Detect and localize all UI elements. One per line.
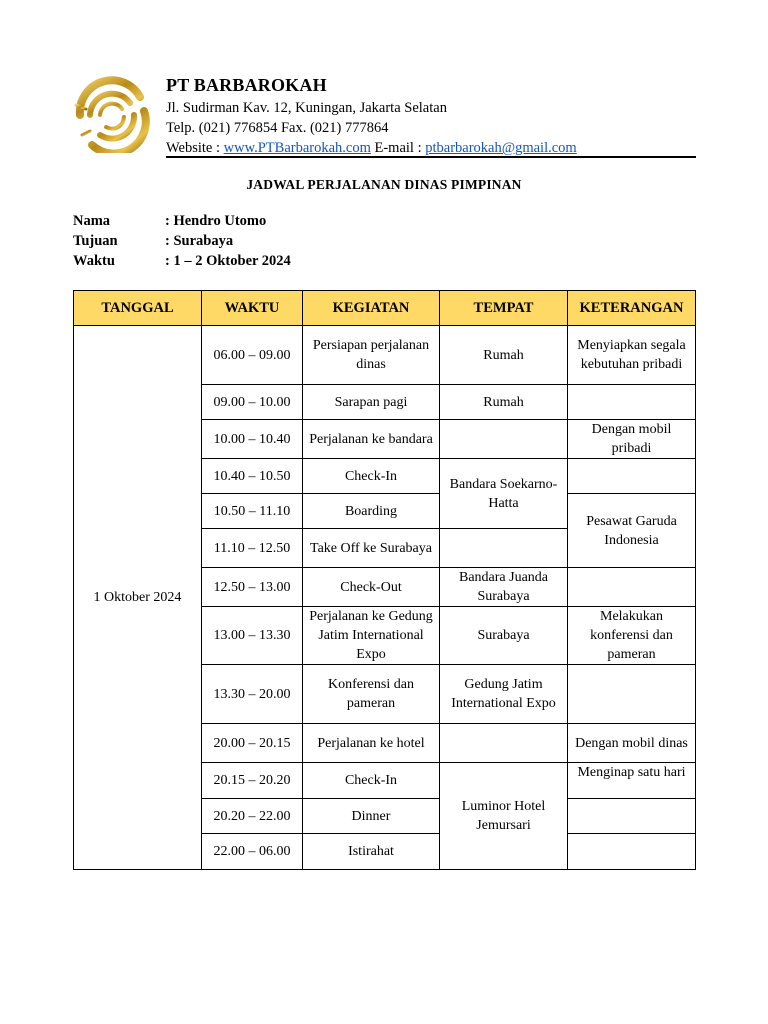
cell-kegiatan: Konferensi dan pameran bbox=[303, 665, 440, 724]
cell-keterangan bbox=[568, 799, 696, 834]
cell-kegiatan: Boarding bbox=[303, 494, 440, 529]
cell-kegiatan: Check-In bbox=[303, 459, 440, 494]
cell-keterangan bbox=[568, 665, 696, 724]
company-phone-fax: Telp. (021) 776854 Fax. (021) 777864 bbox=[166, 120, 389, 136]
document-title: JADWAL PERJALANAN DINAS PIMPINAN bbox=[246, 177, 522, 192]
cell-kegiatan: Check-In bbox=[303, 763, 440, 799]
header-keterangan: KETERANGAN bbox=[568, 291, 696, 326]
header-waktu: WAKTU bbox=[202, 291, 303, 326]
company-address: Jl. Sudirman Kav. 12, Kuningan, Jakarta Selatan bbox=[166, 100, 447, 116]
website-label: Website : bbox=[166, 140, 224, 156]
cell-waktu: 12.50 – 13.00 bbox=[202, 568, 303, 607]
letterhead-divider bbox=[166, 156, 696, 158]
company-name: PT BARBAROKAH bbox=[166, 75, 327, 95]
gold-ring-logo-icon bbox=[70, 75, 154, 153]
cell-keterangan: Dengan mobil pribadi bbox=[568, 420, 696, 459]
cell-keterangan bbox=[568, 834, 696, 870]
schedule-table bbox=[73, 290, 696, 870]
cell-keterangan bbox=[568, 459, 696, 494]
cell-kegiatan: Check-Out bbox=[303, 568, 440, 607]
cell-waktu: 20.15 – 20.20 bbox=[202, 763, 303, 799]
cell-tempat: Gedung Jatim International Expo bbox=[440, 665, 568, 724]
cell-keterangan: Dengan mobil dinas bbox=[568, 724, 696, 763]
company-logo bbox=[70, 75, 154, 153]
table-header-row bbox=[74, 291, 696, 326]
cell-waktu: 13.30 – 20.00 bbox=[202, 665, 303, 724]
letterhead bbox=[166, 74, 696, 158]
info-row-nama bbox=[73, 211, 291, 231]
cell-kegiatan: Dinner bbox=[303, 799, 440, 834]
cell-tempat bbox=[440, 724, 568, 763]
cell-keterangan: Menyiapkan segala kebutuhan pribadi bbox=[568, 326, 696, 385]
info-value: : Surabaya bbox=[165, 233, 234, 249]
header-tanggal: TANGGAL bbox=[74, 291, 202, 326]
cell-waktu: 11.10 – 12.50 bbox=[202, 529, 303, 568]
cell-waktu: 20.20 – 22.00 bbox=[202, 799, 303, 834]
cell-tempat: Bandara Soekarno-Hatta bbox=[440, 459, 568, 529]
cell-kegiatan: Perjalanan ke Gedung Jatim International Expo bbox=[303, 607, 440, 665]
cell-waktu: 13.00 – 13.30 bbox=[202, 607, 303, 665]
company-contact bbox=[166, 138, 696, 158]
cell-keterangan bbox=[568, 568, 696, 607]
cell-waktu: 06.00 – 09.00 bbox=[202, 326, 303, 385]
cell-waktu: 10.40 – 10.50 bbox=[202, 459, 303, 494]
cell-kegiatan: Perjalanan ke hotel bbox=[303, 724, 440, 763]
cell-tanggal: 1 Oktober 2024 bbox=[74, 326, 202, 870]
cell-tempat bbox=[440, 420, 568, 459]
cell-waktu: 10.00 – 10.40 bbox=[202, 420, 303, 459]
cell-kegiatan: Istirahat bbox=[303, 834, 440, 870]
cell-tempat bbox=[440, 529, 568, 568]
cell-waktu: 20.00 – 20.15 bbox=[202, 724, 303, 763]
trip-info bbox=[73, 211, 291, 271]
cell-kegiatan: Perjalanan ke bandara bbox=[303, 420, 440, 459]
email-link[interactable]: ptbarbarokah@gmail.com bbox=[425, 140, 577, 156]
cell-waktu: 09.00 – 10.00 bbox=[202, 385, 303, 420]
cell-keterangan: Menginap satu hari bbox=[568, 763, 696, 799]
header-kegiatan: KEGIATAN bbox=[303, 291, 440, 326]
cell-kegiatan: Persiapan perjalanan dinas bbox=[303, 326, 440, 385]
cell-tempat: Surabaya bbox=[440, 607, 568, 665]
cell-keterangan: Melakukan konferensi dan pameran bbox=[568, 607, 696, 665]
website-link[interactable]: www.PTBarbarokah.com bbox=[223, 140, 371, 156]
header-tempat: TEMPAT bbox=[440, 291, 568, 326]
info-label: Tujuan bbox=[73, 233, 118, 249]
info-value: : 1 – 2 Oktober 2024 bbox=[165, 253, 291, 269]
cell-kegiatan: Take Off ke Surabaya bbox=[303, 529, 440, 568]
info-value: : Hendro Utomo bbox=[165, 213, 267, 229]
cell-tempat: Rumah bbox=[440, 385, 568, 420]
email-label: E-mail : bbox=[370, 140, 426, 156]
cell-tempat: Bandara Juanda Surabaya bbox=[440, 568, 568, 607]
info-label: Nama bbox=[73, 213, 111, 229]
cell-kegiatan: Sarapan pagi bbox=[303, 385, 440, 420]
info-row-waktu bbox=[73, 251, 291, 271]
cell-tempat: Luminor Hotel Jemursari bbox=[440, 763, 568, 870]
cell-keterangan: Pesawat Garuda Indonesia bbox=[568, 494, 696, 568]
cell-keterangan bbox=[568, 385, 696, 420]
cell-waktu: 22.00 – 06.00 bbox=[202, 834, 303, 870]
table-row bbox=[74, 326, 696, 385]
cell-waktu: 10.50 – 11.10 bbox=[202, 494, 303, 529]
cell-tempat: Rumah bbox=[440, 326, 568, 385]
info-label: Waktu bbox=[73, 253, 115, 269]
info-row-tujuan bbox=[73, 231, 291, 251]
